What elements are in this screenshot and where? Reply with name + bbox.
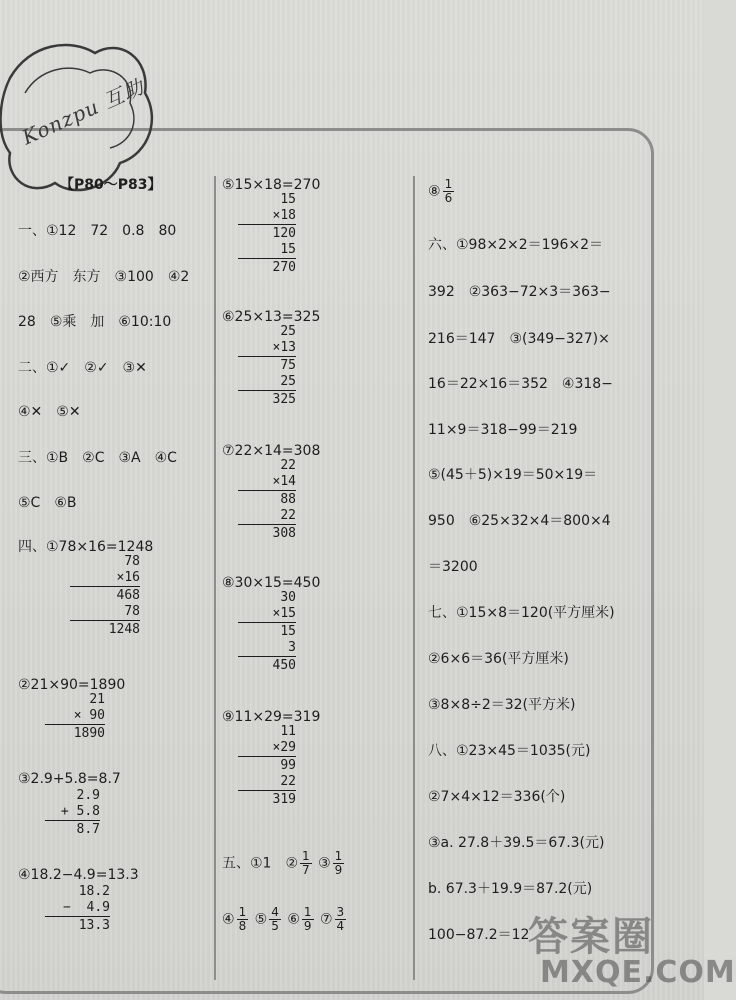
calc-row: × 90: [73, 708, 105, 723]
answer-line: ②7×4×12＝336(个): [428, 789, 566, 805]
answer-line: ④✕ ⑤✕: [18, 404, 81, 420]
calc-row: 8.7: [76, 822, 100, 837]
calc-row: 25: [280, 324, 296, 339]
fraction-numerator: 4: [271, 905, 279, 919]
answer-line: ⑨11×29=319: [222, 709, 321, 725]
calc-row: 308: [272, 526, 296, 541]
answer-line: [428, 178, 456, 205]
calc-row: 120: [272, 226, 296, 241]
answer-line: ⑥25×13=325: [222, 309, 321, 325]
fraction-numerator: 1: [303, 905, 312, 919]
answer-line: ④18.2−4.9=13.3: [18, 867, 139, 883]
vertical-calculation: [238, 192, 296, 276]
answer-line: 392 ②363−72×3＝363−: [428, 284, 611, 300]
answer-text: ③: [318, 855, 331, 872]
calc-row: 88: [280, 492, 296, 507]
column-divider-1: [214, 176, 216, 980]
calc-row: 319: [272, 792, 296, 807]
fraction: [333, 850, 345, 877]
answer-line: 七、①15×8＝120(平方厘米): [428, 605, 615, 621]
calc-row: 21: [89, 692, 105, 707]
answer-line: ②6×6＝36(平方厘米): [428, 651, 569, 667]
answer-line: ⑤15×18=270: [222, 177, 321, 193]
calc-row: 11: [280, 724, 296, 739]
calc-row: 1248: [108, 622, 140, 637]
vertical-calculation: [70, 554, 140, 638]
answer-line: ③2.9+5.8=8.7: [18, 771, 121, 787]
answer-line: ⑦22×14=308: [222, 443, 321, 459]
calc-rule: [238, 356, 296, 357]
answer-text: ⑤: [254, 911, 268, 928]
calc-rule: [45, 820, 100, 821]
calc-rule: [70, 620, 140, 621]
answer-line: 16＝22×16＝352 ④318−: [428, 376, 613, 392]
vertical-calculation: [45, 788, 100, 838]
vertical-calculation: [238, 590, 296, 674]
calc-row: 15: [280, 242, 296, 257]
calc-row: 3: [288, 640, 296, 655]
answer-line: 216＝147 ③(349−327)×: [428, 331, 610, 347]
calc-row: 78: [124, 554, 140, 569]
fraction-denominator: 8: [238, 919, 247, 933]
answer-line: 100−87.2＝12: [428, 927, 530, 943]
fraction-denominator: 5: [271, 919, 279, 933]
calc-row: 13.3: [78, 918, 110, 933]
calc-rule: [45, 916, 110, 917]
vertical-calculation: [45, 692, 105, 742]
answer-line: ⑤C ⑥B: [18, 495, 77, 511]
stamp-text: Konzpu 互助: [18, 74, 148, 150]
column-divider-2: [413, 176, 415, 980]
calc-row: 25: [280, 374, 296, 389]
fraction-numerator: 1: [334, 849, 343, 863]
fraction: [302, 906, 314, 933]
fraction-denominator: 4: [336, 919, 345, 933]
answer-text: ④: [222, 911, 235, 928]
calc-row: 15: [280, 624, 296, 639]
fraction-numerator: 3: [336, 905, 345, 919]
calc-row: ×29: [272, 740, 296, 755]
calc-rule: [238, 790, 296, 791]
answer-line: [222, 906, 348, 933]
watermark-logo: 答案圈: [528, 914, 654, 960]
fraction: [300, 850, 312, 877]
calc-row: 22: [280, 458, 296, 473]
calc-row: ×16: [116, 570, 140, 585]
fraction: [269, 906, 281, 933]
calc-row: 325: [272, 392, 296, 407]
fraction-denominator: 9: [303, 919, 312, 933]
fraction-denominator: 7: [302, 863, 310, 877]
answer-text: ⑦: [319, 911, 333, 928]
fraction-numerator: 1: [444, 177, 453, 191]
calc-row: 15: [280, 192, 296, 207]
calc-rule: [45, 724, 105, 725]
fraction-denominator: 9: [334, 863, 343, 877]
calc-row: 22: [280, 508, 296, 523]
answer-line: 950 ⑥25×32×4＝800×4: [428, 513, 611, 529]
section-range-header: 【P80～P83】: [60, 177, 162, 193]
calc-row: 78: [124, 604, 140, 619]
calc-rule: [238, 258, 296, 259]
answer-line: ③8×8÷2＝32(平方米): [428, 697, 576, 713]
calc-row: ×13: [272, 340, 296, 355]
calc-row: 75: [280, 358, 296, 373]
calc-rule: [238, 756, 296, 757]
calc-row: 99: [280, 758, 296, 773]
calc-rule: [238, 390, 296, 391]
calc-row: 18.2: [78, 884, 110, 899]
calc-row: ×15: [272, 606, 296, 621]
calc-row: 270: [272, 260, 296, 275]
vertical-calculation: [45, 884, 110, 934]
calc-rule: [238, 656, 296, 657]
answer-line: 四、①78×16=1248: [18, 539, 154, 555]
calc-rule: [238, 622, 296, 623]
answer-text: ⑥: [287, 911, 300, 928]
answer-line: b. 67.3＋19.9＝87.2(元): [428, 881, 593, 897]
vertical-calculation: [238, 324, 296, 408]
answer-line: ②西方 东方 ③100 ④2: [18, 269, 190, 285]
answer-line: 二、①✓ ②✓ ③✕: [18, 360, 147, 376]
stamp-logo: [0, 38, 165, 238]
calc-row: + 5.8: [60, 804, 100, 819]
fraction-denominator: 6: [444, 191, 453, 205]
answer-line: [222, 850, 346, 877]
calc-row: 2.9: [76, 788, 100, 803]
answer-text: ⑧: [428, 183, 441, 200]
fraction-numerator: 1: [302, 849, 310, 863]
fraction: [237, 906, 249, 933]
calc-row: ×18: [272, 208, 296, 223]
calc-row: 22: [280, 774, 296, 789]
answer-line: ③a. 27.8＋39.5＝67.3(元): [428, 835, 605, 851]
watermark-url: MXQE.COM: [540, 955, 736, 990]
answer-line: ⑤(45＋5)×19＝50×19＝: [428, 467, 598, 483]
answer-line: 28 ⑤乘 加 ⑥10:10: [18, 314, 172, 330]
answer-line: ＝3200: [428, 559, 478, 575]
answer-line: 八、①23×45＝1035(元): [428, 743, 591, 759]
calc-row: 1890: [73, 726, 105, 741]
answer-line: 三、①B ②C ③A ④C: [18, 450, 177, 466]
calc-row: 30: [280, 590, 296, 605]
calc-row: − 4.9: [63, 900, 110, 915]
answer-line: ②21×90=1890: [18, 677, 126, 693]
calc-rule: [238, 524, 296, 525]
calc-rule: [70, 586, 140, 587]
calc-rule: [238, 224, 296, 225]
fraction-numerator: 1: [238, 905, 247, 919]
calc-row: 468: [116, 588, 140, 603]
calc-rule: [238, 490, 296, 491]
answer-line: 11×9＝318−99＝219: [428, 422, 578, 438]
calc-row: ×14: [272, 474, 296, 489]
answer-text: 五、①1 ②: [222, 855, 299, 872]
fraction: [443, 178, 455, 205]
answer-line: 一、①12 72 0.8 80: [18, 223, 177, 239]
answer-line: ⑧30×15=450: [222, 575, 321, 591]
calc-row: 450: [272, 658, 296, 673]
answer-line: 六、①98×2×2＝196×2＝: [428, 237, 603, 253]
fraction: [335, 906, 347, 933]
vertical-calculation: [238, 724, 296, 808]
vertical-calculation: [238, 458, 296, 542]
